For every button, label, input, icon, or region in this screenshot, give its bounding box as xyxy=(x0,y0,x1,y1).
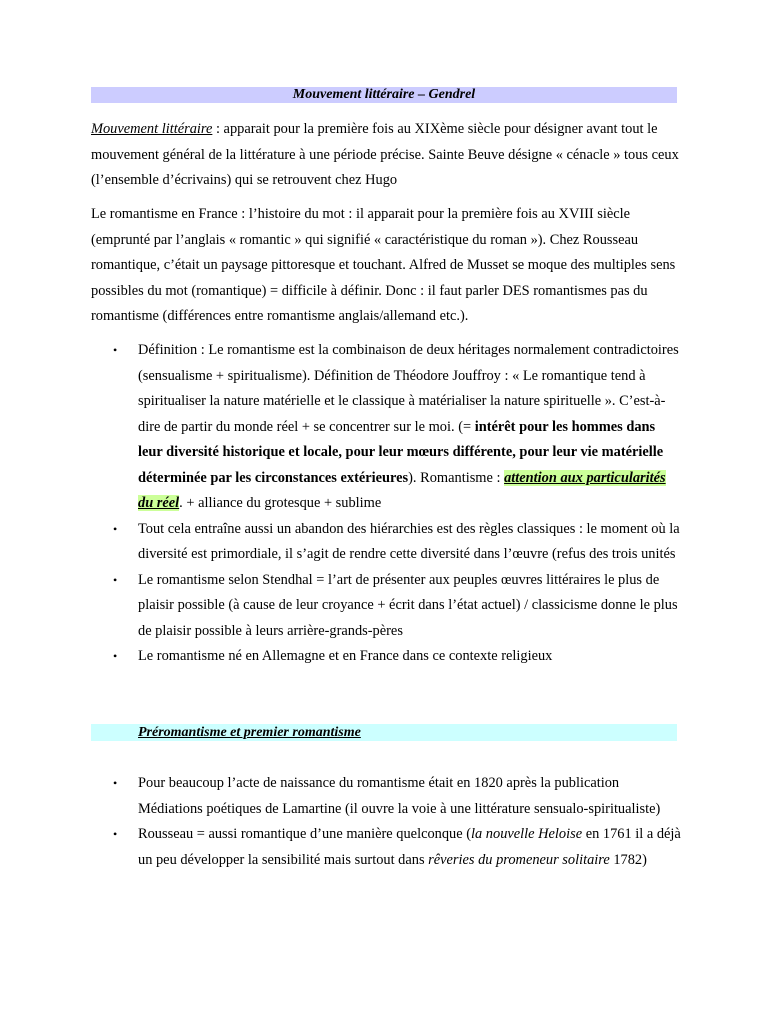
section-subheading xyxy=(91,724,677,741)
stendhal-text: Le romantisme selon Stendhal = l’art de présenter aux peuples œuvres littéraires le plus de plaisir possible (à cause de leur croyance + écrit dans l’état actuel) / classicisme donne le plus de plaisir possible à leurs arrière-grands-pères xyxy=(138,571,678,639)
list-item-definition xyxy=(91,338,681,517)
subheading-text: Préromantisme et premier romantisme xyxy=(138,725,361,740)
rousseau-text-start: Rousseau = aussi romantique d’une manière quelconque ( xyxy=(138,826,472,842)
list-item-rousseau xyxy=(91,822,681,873)
definition-end: . + alliance du grotesque + sublime xyxy=(179,495,382,511)
list-item-allemagne xyxy=(91,644,681,670)
document-title: Mouvement littéraire – Gendrel xyxy=(91,87,677,103)
list-item-stendhal xyxy=(91,568,681,645)
rousseau-text-end: 1782) xyxy=(609,851,647,868)
intro-text: : apparait pour la première fois au XIXème siècle pour désigner avant tout le mouvement général de la littérature à une période précise. Sainte Beuve désigne « cénacle » tous ceux (l’ensemble d’écrivains) qui se retrouvent chez Hugo xyxy=(91,121,679,188)
bullet-icon: • xyxy=(113,521,118,536)
intro-term: Mouvement littéraire xyxy=(91,121,213,137)
definition-text: Définition : Le romantisme est la combinaison de deux héritages normalement contradictoires (sensualisme + spiritualisme). Définition de Théodore Jouffroy : « Le romantique tend à spiritualiser la nature matérielle et le classique à matérialiser la nature spirituelle ». C’est-à-dire de partir du monde réel + se concentrer sur le moi. (= xyxy=(138,342,679,435)
list-item-hierarchies xyxy=(91,517,681,568)
bullet-icon: • xyxy=(113,827,118,841)
bullet-icon: • xyxy=(113,572,118,587)
definition-after-bold: ). Romantisme : xyxy=(408,469,505,486)
rousseau-book-1: la nouvelle Heloise xyxy=(471,826,583,842)
bullet-icon: • xyxy=(113,649,118,663)
highlighted-text: attention aux particularités du réel xyxy=(138,469,666,511)
list-item-lamartine xyxy=(91,771,681,822)
hierarchies-text: Tout cela entraîne aussi un abandon des hiérarchies est des règles classiques : le moment où la diversité est primordiale, il s’agit de rendre cette diversité dans l’œuvre (refus des trois unités xyxy=(138,520,680,562)
lamartine-text: Pour beaucoup l’acte de naissance du romantisme était en 1820 après la publication Médiations poétiques de Lamartine (il ouvre la voie à une littérature sensualo-spiritualiste) xyxy=(138,775,661,817)
allemagne-text: Le romantisme né en Allemagne et en France dans ce contexte religieux xyxy=(138,648,553,664)
bullet-list-1 xyxy=(91,338,681,670)
definition-bold-text: intérêt pour les hommes dans leur diversité historique et locale, pour leur mœurs différente, pour leur vie matérielle déterminée par les circonstances extérieures xyxy=(138,418,664,486)
bullet-icon: • xyxy=(113,776,118,790)
bullet-list-2 xyxy=(91,771,681,873)
bullet-icon: • xyxy=(113,343,118,357)
romantisme-history-paragraph: Le romantisme en France : l’histoire du mot : il apparait pour la première fois au XVIII siècle (emprunté par l’anglais « romantic » qui signifié « caractéristique du roman »). Chez Rousseau romantique, c’était un paysage pittoresque et touchant. Alfred de Musset se moque des multiples sens possibles du mot (romantique) = difficile à définir. Donc : il faut parler DES romantismes pas du romantisme (différences entre romantisme anglais/allemand etc.). xyxy=(91,206,676,324)
intro-paragraph xyxy=(91,117,681,194)
rousseau-text-mid: en 1761 il a déjà un peu développer la sensibilité mais surtout dans xyxy=(138,826,681,868)
rousseau-book-2: rêveries du promeneur solitaire xyxy=(428,851,610,868)
